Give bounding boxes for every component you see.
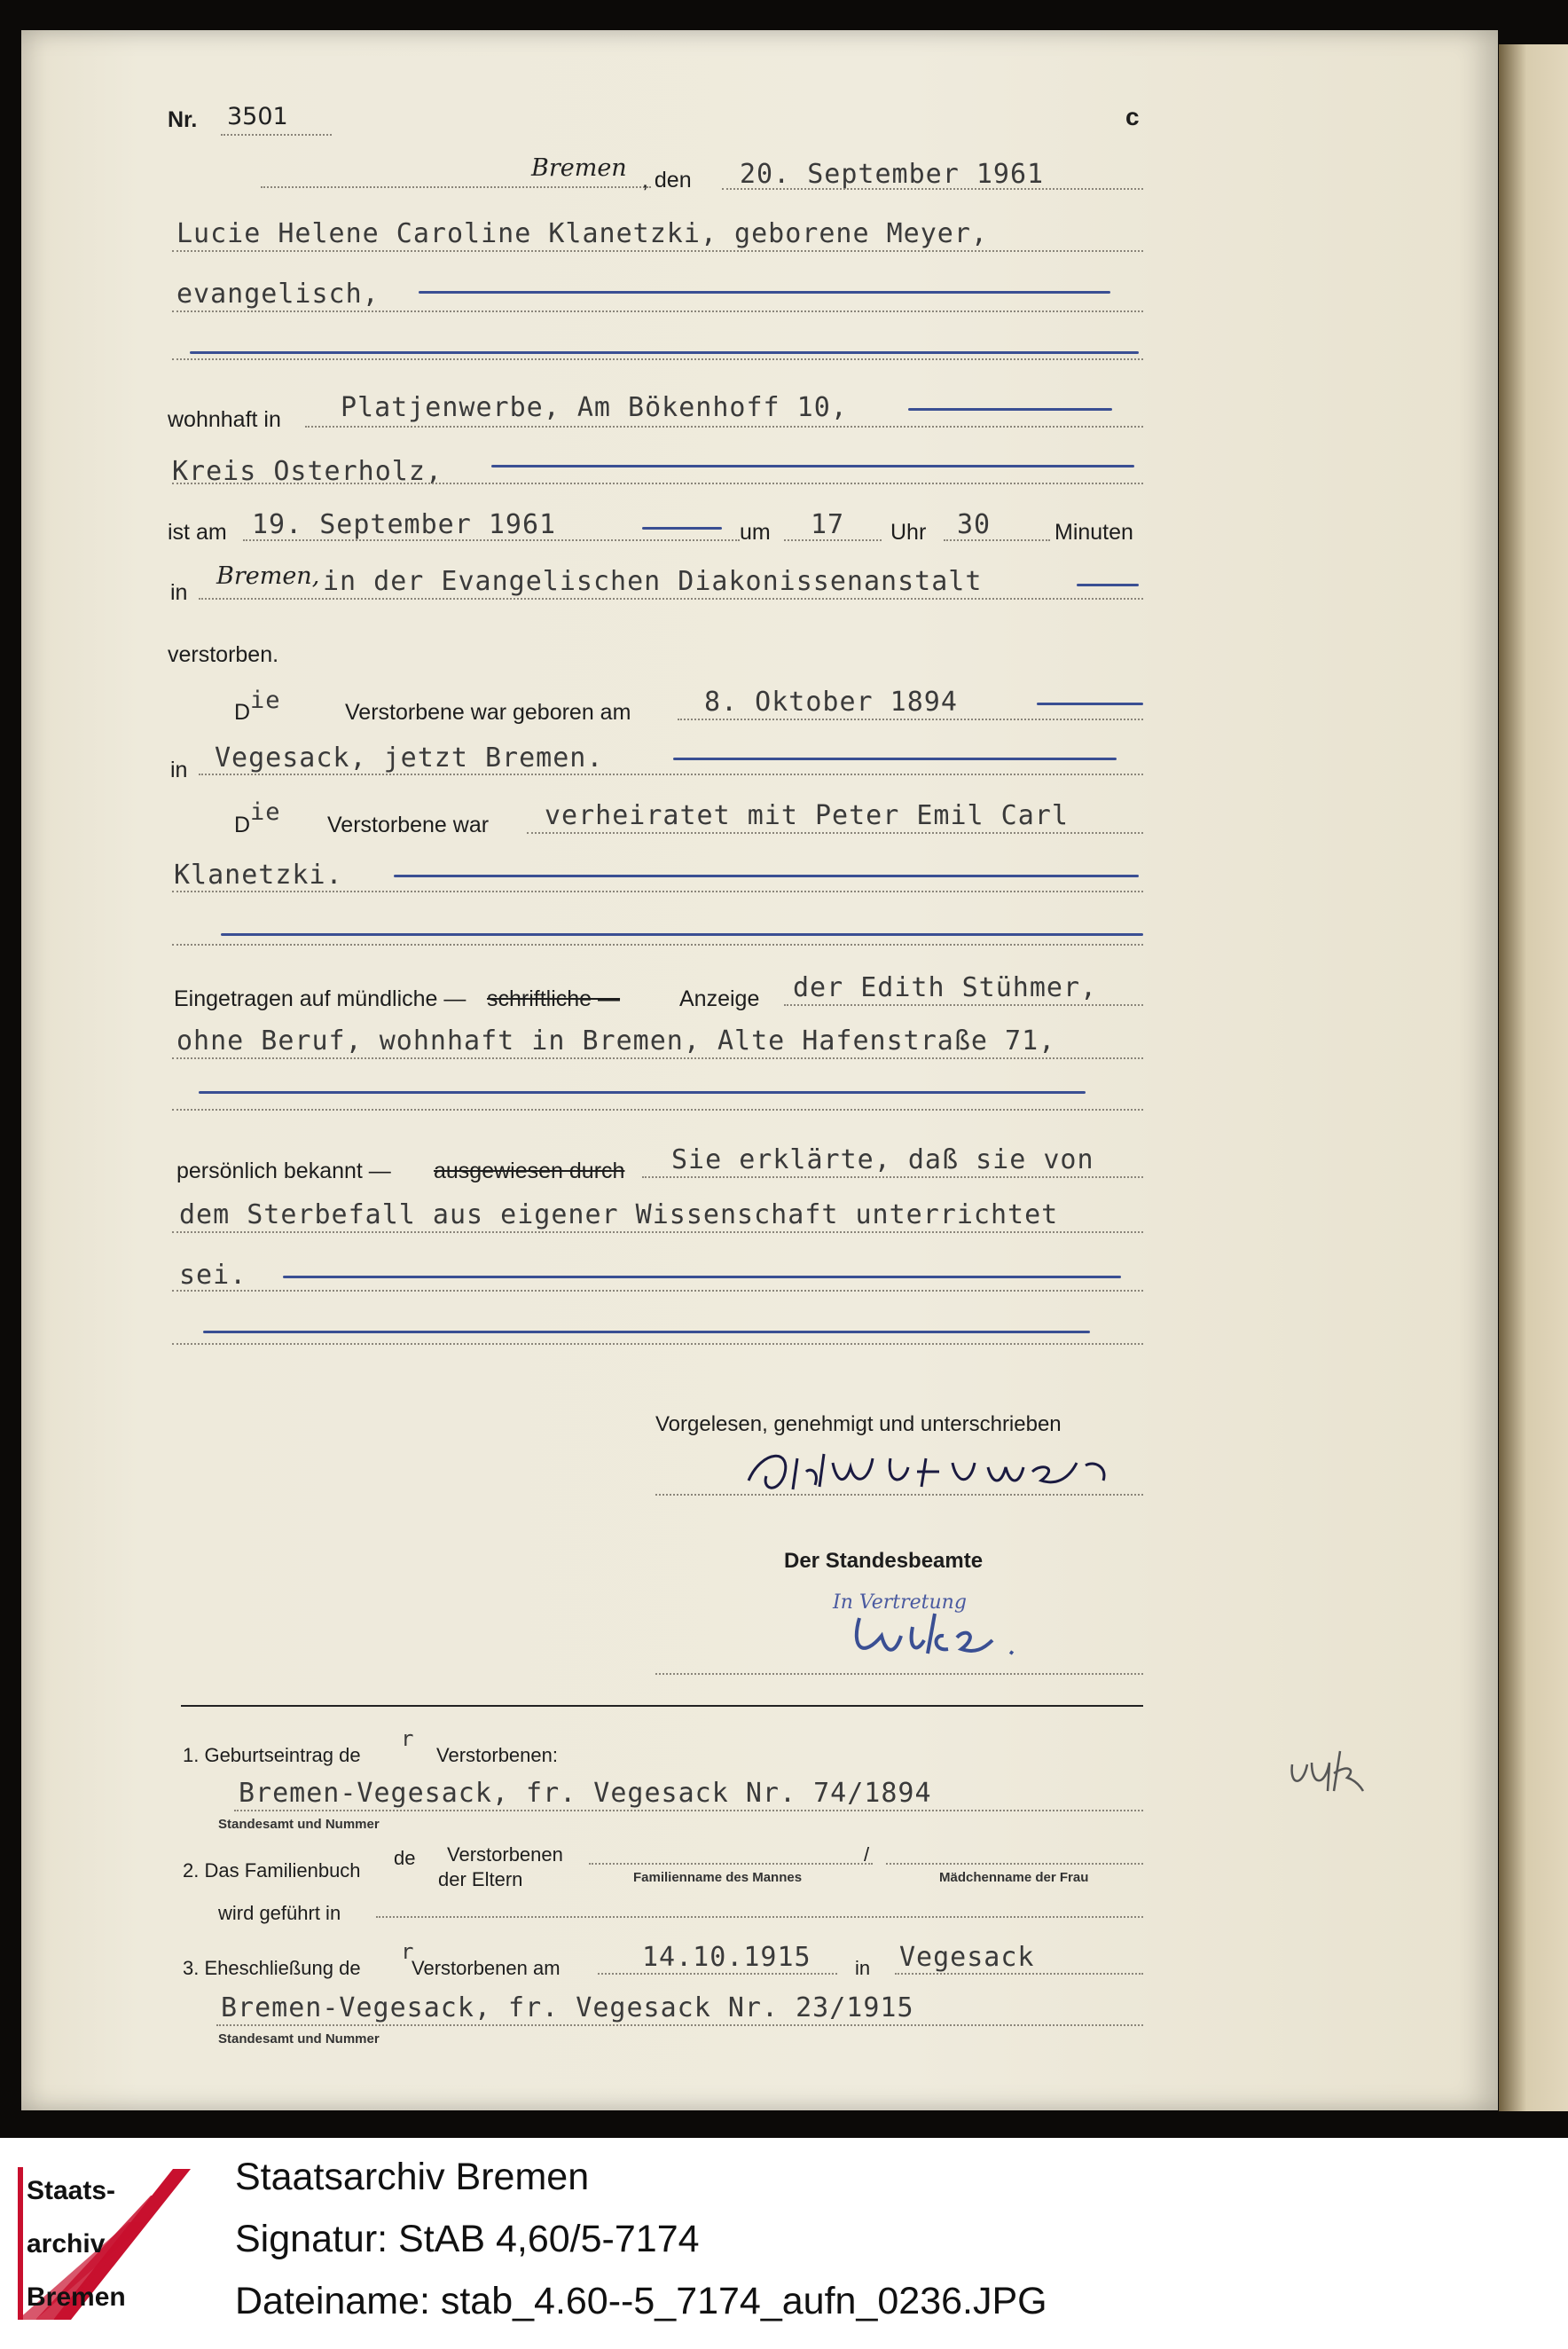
maedchenname-label: Mädchenname der Frau xyxy=(939,1870,1089,1885)
record-date: 20. September 1961 xyxy=(740,159,1045,190)
note3-label-end: Verstorbenen am xyxy=(412,1957,561,1979)
note1-label-end: Verstorbenen: xyxy=(436,1744,558,1766)
margin-pencil-initials xyxy=(1285,1738,1392,1800)
in-label-2: in xyxy=(170,758,188,782)
death-place: in der Evangelischen Diakonissenanstalt xyxy=(323,566,983,597)
d-label-1: D xyxy=(234,700,251,725)
um-label: um xyxy=(740,520,771,545)
informant-signature xyxy=(713,1432,1156,1512)
dateiname: Dateiname: stab_4.60--5_7174_aufn_0236.JPG xyxy=(235,2280,1047,2322)
d-suffix-1: ie xyxy=(250,687,281,714)
anzeige-label: Anzeige xyxy=(679,986,760,1011)
death-hour: 17 xyxy=(811,509,845,540)
d-suffix-2: ie xyxy=(250,798,281,826)
death-minute: 30 xyxy=(957,509,992,540)
geboren-label: Verstorbene war geboren am xyxy=(345,700,631,725)
note2-slash: / xyxy=(864,1843,870,1866)
d-label-2: D xyxy=(234,813,251,837)
birth-place: Vegesack, jetzt Bremen. xyxy=(215,742,604,774)
in-label: in xyxy=(170,580,188,605)
marriage-place: Vegesack xyxy=(899,1942,1035,1973)
den-label: , den xyxy=(642,168,692,192)
archive-footer xyxy=(0,2138,1568,2349)
informant-line-1: der Edith Stühmer, xyxy=(793,972,1098,1003)
record-number: 3501 xyxy=(227,103,288,130)
familienname-label: Familienname des Mannes xyxy=(633,1870,803,1885)
adjacent-page-edge xyxy=(1499,44,1568,2111)
note2-verstorbenen: Verstorbenen xyxy=(447,1843,563,1866)
note3-in: in xyxy=(855,1957,871,1979)
vorgelesen-label: Vorgelesen, genehmigt und unterschrieben xyxy=(655,1412,1062,1436)
death-certificate-page xyxy=(21,30,1498,2110)
logo-line-2: archiv xyxy=(27,2229,106,2259)
marital-line-1: verheiratet mit Peter Emil Carl xyxy=(545,800,1069,831)
standesamt-label-1: Standesamt und Nummer xyxy=(218,1817,380,1832)
logo-line-3: Bremen xyxy=(27,2282,126,2312)
stamp-text: In Vertretung xyxy=(833,1591,967,1614)
note1-sup: r xyxy=(401,1726,415,1751)
archive-logo xyxy=(18,2160,195,2329)
wohnhaft-label: wohnhaft in xyxy=(168,407,281,432)
note2-eltern: der Eltern xyxy=(438,1868,523,1890)
verstorben-label: verstorben. xyxy=(168,642,279,667)
ist-am-label: ist am xyxy=(168,520,227,545)
gefuehrt-label: wird geführt in xyxy=(218,1902,341,1924)
statement-line-3: sei. xyxy=(179,1260,247,1291)
schriftliche-label: schriftliche — xyxy=(487,986,621,1011)
war-label: Verstorbene war xyxy=(327,813,490,837)
note3-sup: r xyxy=(401,1939,415,1964)
statement-line-2: dem Sterbefall aus eigener Wissenschaft unterrichtet xyxy=(179,1199,1059,1230)
death-date: 19. September 1961 xyxy=(252,509,557,540)
minuten-label: Minuten xyxy=(1054,520,1133,545)
signatur: Signatur: StAB 4,60/5-7174 xyxy=(235,2218,700,2260)
bekannt-label: persönlich bekannt — xyxy=(176,1159,391,1183)
uhr-label: Uhr xyxy=(890,520,927,545)
eingetragen-label: Eingetragen auf mündliche — xyxy=(174,986,466,1011)
note2-label: 2. Das Familienbuch xyxy=(183,1859,361,1882)
deceased-name: Lucie Helene Caroline Klanetzki, geborene Meyer, xyxy=(176,218,988,249)
standesbeamte-label: Der Standesbeamte xyxy=(784,1549,984,1573)
statement-line-1: Sie erklärte, daß sie von xyxy=(671,1144,1094,1175)
archive-name: Staatsarchiv Bremen xyxy=(235,2156,590,2198)
corner-mark: c xyxy=(1125,103,1140,130)
informant-line-2: ohne Beruf, wohnhaft in Bremen, Alte Hafenstraße 71, xyxy=(176,1025,1056,1057)
note3-label: 3. Eheschließung de xyxy=(183,1957,361,1979)
registrar-signature xyxy=(846,1600,1112,1671)
note2-de: de xyxy=(394,1847,416,1869)
address-line-1: Platjenwerbe, Am Bökenhoff 10, xyxy=(341,392,848,423)
birth-date: 8. Oktober 1894 xyxy=(704,687,958,718)
marriage-date: 14.10.1915 xyxy=(642,1942,811,1973)
note3-value: Bremen-Vegesack, fr. Vegesack Nr. 23/1915 xyxy=(221,1992,914,2023)
marital-line-2: Klanetzki. xyxy=(174,860,343,891)
record-place: Bremen xyxy=(531,154,627,182)
standesamt-label-2: Standesamt und Nummer xyxy=(218,2031,380,2047)
address-line-2: Kreis Osterholz, xyxy=(172,456,443,487)
death-place-handwritten: Bremen, xyxy=(216,562,320,590)
ausgewiesen-label: ausgewiesen durch xyxy=(434,1159,625,1183)
note1-label: 1. Geburtseintrag de xyxy=(183,1744,361,1766)
religion: evangelisch, xyxy=(176,279,380,310)
logo-line-1: Staats- xyxy=(27,2176,116,2205)
nr-label: Nr. xyxy=(168,107,198,132)
note1-value: Bremen-Vegesack, fr. Vegesack Nr. 74/1894 xyxy=(239,1778,932,1809)
